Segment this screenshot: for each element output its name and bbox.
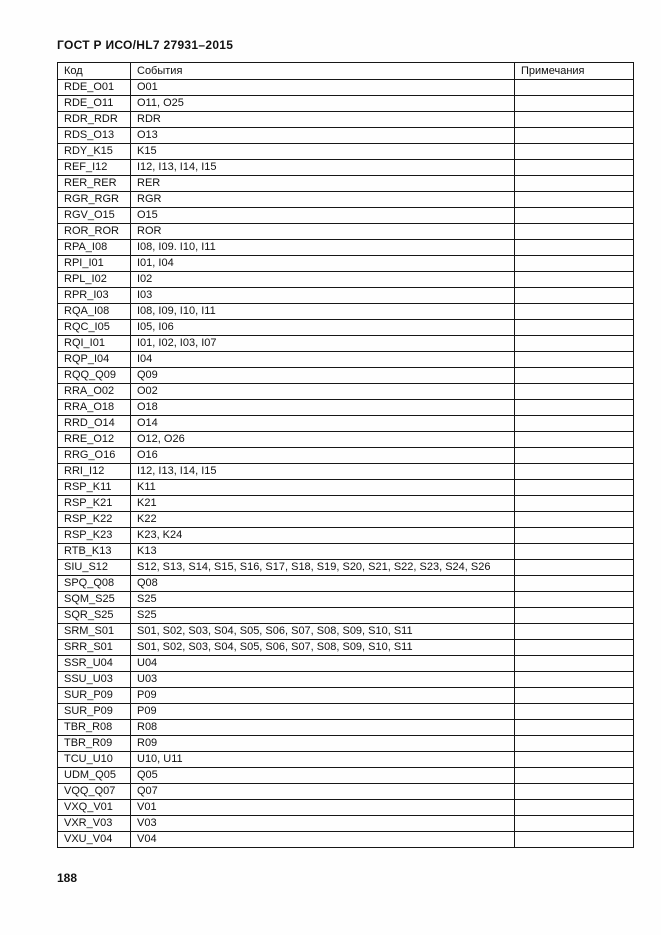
notes-cell xyxy=(515,512,634,528)
notes-cell xyxy=(515,432,634,448)
events-cell: Q08 xyxy=(131,576,515,592)
table-row xyxy=(58,576,634,592)
code-cell: SUR_P09 xyxy=(58,688,131,704)
notes-cell xyxy=(515,672,634,688)
code-cell: SQM_S25 xyxy=(58,592,131,608)
events-cell: I08, I09. I10, I11 xyxy=(131,240,515,256)
table-row xyxy=(58,160,634,176)
table-row xyxy=(58,128,634,144)
notes-cell xyxy=(515,192,634,208)
notes-cell xyxy=(515,752,634,768)
column-header-notes: Примечания xyxy=(515,63,634,80)
code-cell: RGV_O15 xyxy=(58,208,131,224)
code-cell: VQQ_Q07 xyxy=(58,784,131,800)
notes-cell xyxy=(515,656,634,672)
events-cell: R09 xyxy=(131,736,515,752)
notes-cell xyxy=(515,320,634,336)
table-row xyxy=(58,768,634,784)
table-row xyxy=(58,560,634,576)
table-row xyxy=(58,496,634,512)
events-cell: I08, I09, I10, I11 xyxy=(131,304,515,320)
code-cell: TBR_R08 xyxy=(58,720,131,736)
notes-cell xyxy=(515,400,634,416)
events-cell: O18 xyxy=(131,400,515,416)
code-cell: RDE_O11 xyxy=(58,96,131,112)
events-cell: K13 xyxy=(131,544,515,560)
notes-cell xyxy=(515,416,634,432)
notes-cell xyxy=(515,624,634,640)
table-row xyxy=(58,784,634,800)
table-row xyxy=(58,272,634,288)
notes-cell xyxy=(515,688,634,704)
events-cell: V03 xyxy=(131,816,515,832)
notes-cell xyxy=(515,352,634,368)
notes-cell xyxy=(515,832,634,848)
notes-cell xyxy=(515,480,634,496)
events-cell: S25 xyxy=(131,608,515,624)
table-row xyxy=(58,608,634,624)
code-cell: RPA_I08 xyxy=(58,240,131,256)
table-row xyxy=(58,656,634,672)
events-cell: O16 xyxy=(131,448,515,464)
code-cell: RDR_RDR xyxy=(58,112,131,128)
notes-cell xyxy=(515,240,634,256)
table-row xyxy=(58,448,634,464)
page-number: 188 xyxy=(57,871,78,885)
code-cell: RDE_O01 xyxy=(58,80,131,96)
code-cell: RSP_K23 xyxy=(58,528,131,544)
events-cell: K11 xyxy=(131,480,515,496)
code-cell: RSP_K22 xyxy=(58,512,131,528)
column-header-code: Код xyxy=(58,63,131,80)
notes-cell xyxy=(515,288,634,304)
code-cell: RQI_I01 xyxy=(58,336,131,352)
code-cell: RPR_I03 xyxy=(58,288,131,304)
table-row xyxy=(58,320,634,336)
events-cell: R08 xyxy=(131,720,515,736)
notes-cell xyxy=(515,816,634,832)
code-cell: REF_I12 xyxy=(58,160,131,176)
notes-cell xyxy=(515,720,634,736)
code-cell: RRA_O18 xyxy=(58,400,131,416)
events-cell: Q07 xyxy=(131,784,515,800)
code-cell: SIU_S12 xyxy=(58,560,131,576)
events-cell: K23, K24 xyxy=(131,528,515,544)
table-row xyxy=(58,144,634,160)
events-cell: Q09 xyxy=(131,368,515,384)
events-cell: P09 xyxy=(131,704,515,720)
notes-cell xyxy=(515,576,634,592)
code-cell: RQC_I05 xyxy=(58,320,131,336)
code-cell: TCU_U10 xyxy=(58,752,131,768)
events-cell: S01, S02, S03, S04, S05, S06, S07, S08, S09, S10, S11 xyxy=(131,640,515,656)
table-row xyxy=(58,512,634,528)
events-cell: I04 xyxy=(131,352,515,368)
events-cell: U03 xyxy=(131,672,515,688)
events-cell: O13 xyxy=(131,128,515,144)
table-row xyxy=(58,96,634,112)
code-cell: VXR_V03 xyxy=(58,816,131,832)
table-row xyxy=(58,624,634,640)
code-cell: SPQ_Q08 xyxy=(58,576,131,592)
events-cell: Q05 xyxy=(131,768,515,784)
events-cell: RDR xyxy=(131,112,515,128)
table-row xyxy=(58,592,634,608)
events-cell: U10, U11 xyxy=(131,752,515,768)
table-row xyxy=(58,240,634,256)
notes-cell xyxy=(515,256,634,272)
events-cell: RER xyxy=(131,176,515,192)
events-table-header xyxy=(58,63,634,80)
table-row xyxy=(58,400,634,416)
code-cell: TBR_R09 xyxy=(58,736,131,752)
notes-cell xyxy=(515,96,634,112)
code-cell: SRR_S01 xyxy=(58,640,131,656)
events-cell: O15 xyxy=(131,208,515,224)
table-row xyxy=(58,688,634,704)
table-row xyxy=(58,720,634,736)
code-cell: RRG_O16 xyxy=(58,448,131,464)
code-cell: RSP_K21 xyxy=(58,496,131,512)
events-cell: S12, S13, S14, S15, S16, S17, S18, S19, S20, S21, S22, S23, S24, S26 xyxy=(131,560,515,576)
table-row xyxy=(58,528,634,544)
events-cell: P09 xyxy=(131,688,515,704)
events-cell: O11, O25 xyxy=(131,96,515,112)
events-cell: V04 xyxy=(131,832,515,848)
code-cell: SSU_U03 xyxy=(58,672,131,688)
table-row xyxy=(58,336,634,352)
table-row xyxy=(58,752,634,768)
table-row xyxy=(58,800,634,816)
events-cell: I01, I04 xyxy=(131,256,515,272)
table-row xyxy=(58,208,634,224)
notes-cell xyxy=(515,112,634,128)
notes-cell xyxy=(515,368,634,384)
events-cell: O02 xyxy=(131,384,515,400)
table-row xyxy=(58,736,634,752)
events-cell: O01 xyxy=(131,80,515,96)
table-row xyxy=(58,368,634,384)
notes-cell xyxy=(515,560,634,576)
code-cell: RSP_K11 xyxy=(58,480,131,496)
table-row xyxy=(58,480,634,496)
code-cell: RRE_O12 xyxy=(58,432,131,448)
events-cell: I05, I06 xyxy=(131,320,515,336)
table-row xyxy=(58,704,634,720)
table-row xyxy=(58,352,634,368)
notes-cell xyxy=(515,176,634,192)
events-cell: I03 xyxy=(131,288,515,304)
notes-cell xyxy=(515,608,634,624)
events-cell: S01, S02, S03, S04, S05, S06, S07, S08, S09, S10, S11 xyxy=(131,624,515,640)
table-row xyxy=(58,816,634,832)
code-cell: UDM_Q05 xyxy=(58,768,131,784)
notes-cell xyxy=(515,736,634,752)
code-cell: RTB_K13 xyxy=(58,544,131,560)
code-cell: SRM_S01 xyxy=(58,624,131,640)
table-row xyxy=(58,832,634,848)
table-row xyxy=(58,304,634,320)
notes-cell xyxy=(515,768,634,784)
notes-cell xyxy=(515,80,634,96)
notes-cell xyxy=(515,384,634,400)
code-cell: RPI_I01 xyxy=(58,256,131,272)
events-cell: O14 xyxy=(131,416,515,432)
notes-cell xyxy=(515,592,634,608)
notes-cell xyxy=(515,784,634,800)
code-cell: RER_RER xyxy=(58,176,131,192)
events-cell: S25 xyxy=(131,592,515,608)
table-row xyxy=(58,176,634,192)
table-row xyxy=(58,256,634,272)
events-cell: O12, O26 xyxy=(131,432,515,448)
events-cell: I12, I13, I14, I15 xyxy=(131,160,515,176)
notes-cell xyxy=(515,704,634,720)
code-cell: RQP_I04 xyxy=(58,352,131,368)
code-cell: VXQ_V01 xyxy=(58,800,131,816)
document-header-title: ГОСТ Р ИСО/HL7 27931–2015 xyxy=(57,38,234,52)
table-row xyxy=(58,384,634,400)
events-table xyxy=(57,62,634,848)
notes-cell xyxy=(515,272,634,288)
table-row xyxy=(58,464,634,480)
code-cell: SSR_U04 xyxy=(58,656,131,672)
notes-cell xyxy=(515,496,634,512)
table-row xyxy=(58,672,634,688)
notes-cell xyxy=(515,128,634,144)
notes-cell xyxy=(515,304,634,320)
notes-cell xyxy=(515,800,634,816)
table-row xyxy=(58,640,634,656)
events-cell: K15 xyxy=(131,144,515,160)
code-cell: RPL_I02 xyxy=(58,272,131,288)
notes-cell xyxy=(515,640,634,656)
events-cell: V01 xyxy=(131,800,515,816)
code-cell: SQR_S25 xyxy=(58,608,131,624)
notes-cell xyxy=(515,208,634,224)
code-cell: ROR_ROR xyxy=(58,224,131,240)
code-cell: RQA_I08 xyxy=(58,304,131,320)
events-cell: ROR xyxy=(131,224,515,240)
notes-cell xyxy=(515,160,634,176)
table-row xyxy=(58,416,634,432)
code-cell: RRD_O14 xyxy=(58,416,131,432)
code-cell: RRI_I12 xyxy=(58,464,131,480)
events-table-body xyxy=(58,80,634,848)
table-row xyxy=(58,288,634,304)
table-row xyxy=(58,432,634,448)
table-row xyxy=(58,112,634,128)
notes-cell xyxy=(515,544,634,560)
events-cell: K22 xyxy=(131,512,515,528)
code-cell: RDS_O13 xyxy=(58,128,131,144)
events-cell: I12, I13, I14, I15 xyxy=(131,464,515,480)
notes-cell xyxy=(515,224,634,240)
events-cell: I02 xyxy=(131,272,515,288)
code-cell: VXU_V04 xyxy=(58,832,131,848)
notes-cell xyxy=(515,336,634,352)
notes-cell xyxy=(515,528,634,544)
header-row xyxy=(58,63,634,80)
notes-cell xyxy=(515,464,634,480)
events-cell: I01, I02, I03, I07 xyxy=(131,336,515,352)
events-cell: K21 xyxy=(131,496,515,512)
code-cell: SUR_P09 xyxy=(58,704,131,720)
code-cell: RGR_RGR xyxy=(58,192,131,208)
events-cell: RGR xyxy=(131,192,515,208)
events-cell: U04 xyxy=(131,656,515,672)
table-row xyxy=(58,544,634,560)
column-header-events: События xyxy=(131,63,515,80)
notes-cell xyxy=(515,448,634,464)
table-row xyxy=(58,224,634,240)
code-cell: RDY_K15 xyxy=(58,144,131,160)
notes-cell xyxy=(515,144,634,160)
table-row xyxy=(58,80,634,96)
code-cell: RQQ_Q09 xyxy=(58,368,131,384)
code-cell: RRA_O02 xyxy=(58,384,131,400)
table-row xyxy=(58,192,634,208)
